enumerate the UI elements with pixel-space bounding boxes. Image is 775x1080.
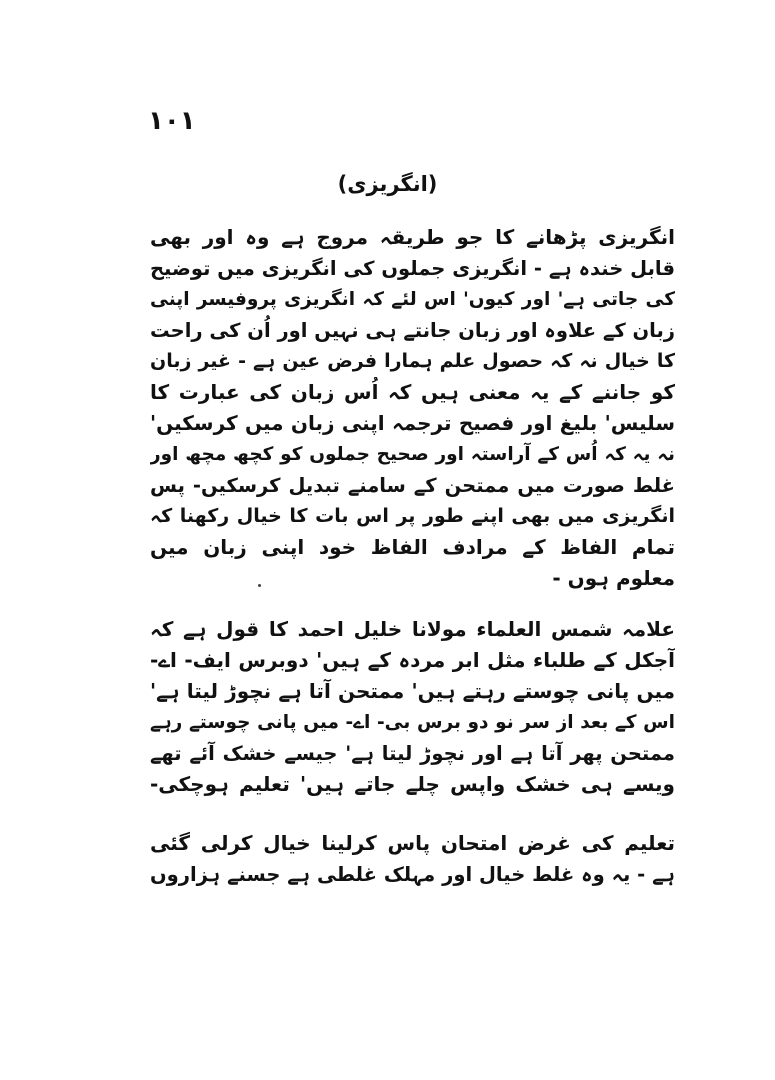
text-line: میں پانی چوستے رہتے ہیں' ممتحن آتا ہے نچوڑ لیتا ہے' <box>150 679 675 703</box>
text-line: ہے - یہ وہ غلط خیال اور مہلک غلطی ہے جسنے ہزاروں <box>150 863 675 886</box>
text-line: تمام الفاظ کے مرادف الفاظ خود اپنی زبان میں <box>150 535 675 559</box>
text-line: آجکل کے طلباء مثل ابر مردہ کے ہیں' دوبرس ایف- اے- <box>150 648 675 672</box>
print-speck <box>258 584 261 587</box>
paragraph-1 <box>150 222 675 594</box>
text-line: قابل خندہ ہے - انگریزی جملوں کی انگریزی میں توضیح <box>150 257 675 280</box>
text-line: انگریزی میں بھی اپنے طور پر اس بات کا خیال رکھنا کہ <box>150 505 675 527</box>
text-line: غلط صورت میں ممتحن کے سامنے تبدیل کرسکیں- پس <box>150 474 675 497</box>
text-line: اس کے بعد از سر نو دو برس بی- اے- میں پانی چوستے رہے <box>150 712 675 733</box>
paragraph-2 <box>150 614 675 800</box>
text-line: سلیس' بلیغ اور فصیح ترجمہ اپنی زبان میں کرسکیں' <box>150 411 675 435</box>
text-line: زبان کے علاوہ اور زبان جانتے ہی نہیں اور اُن کی راحت <box>150 319 675 342</box>
paragraph-3 <box>150 828 675 890</box>
section-heading: (انگریزی) <box>337 172 438 196</box>
text-line: کی جاتی ہے' اور کیوں' اس لئے کہ انگریزی پروفیسر اپنی <box>150 289 675 310</box>
text-line: کو جاننے کے یہ معنی ہیں کہ اُس زبان کی عبارت کا <box>150 380 675 404</box>
text-line: تعلیم کی غرض امتحان پاس کرلینا خیال کرلی گئی <box>150 831 675 855</box>
text-line: انگریزی پڑھانے کا جو طریقہ مروج ہے وہ اور بھی <box>150 225 675 249</box>
text-line: ممتحن پھر آتا ہے اور نچوڑ لیتا ہے' جیسے خشک آئے تھے <box>150 742 675 765</box>
text-line: ویسے ہی خشک واپس چلے جاتے ہیں' تعلیم ہوچکی- <box>150 772 675 796</box>
text-line: علامہ شمس العلماء مولانا خلیل احمد کا قول ہے کہ <box>150 617 675 641</box>
text-line: کا خیال نہ کہ حصول علم ہمارا فرض عین ہے - غیر زبان <box>150 350 675 372</box>
text-line: معلوم ہوں - <box>552 566 675 590</box>
text-line: نہ یہ کہ اُس کے آراستہ اور صحیح جملوں کو کچھ مچھ اور <box>150 444 675 465</box>
page-number: ۱۰۱ <box>148 106 196 136</box>
